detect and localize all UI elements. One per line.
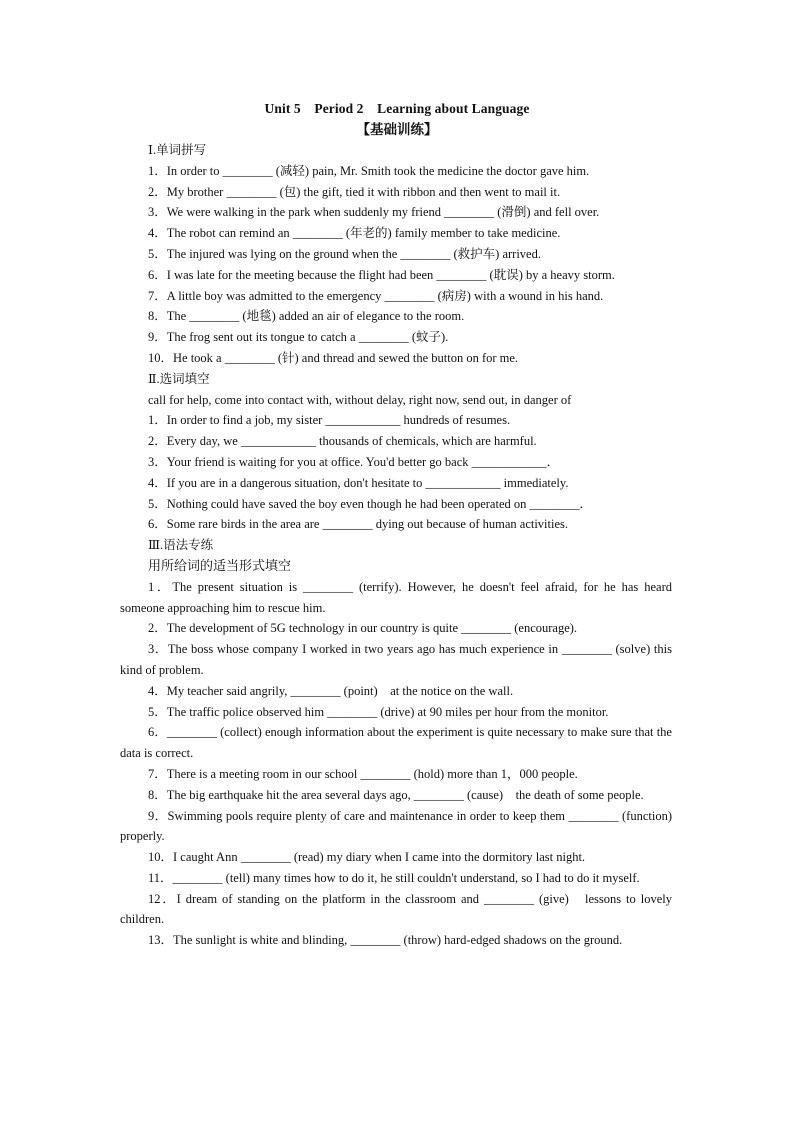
- worksheet-content: [120, 140, 672, 951]
- page-subtitle: 【基础训练】: [356, 122, 438, 137]
- section-3-item: 5．The traffic police observed him ________ (drive) at 90 miles per hour from the monitor.: [148, 704, 609, 719]
- section-1-item: 6．I was late for the meeting because the flight had been ________ (耽误) by a heavy storm.: [148, 267, 615, 282]
- section-3-item: 10．I caught Ann ________ (read) my diary when I came into the dormitory last night.: [148, 850, 586, 865]
- section-3-heading: Ⅲ.语法专练: [148, 538, 214, 553]
- section-2-heading: Ⅱ.选词填空: [148, 371, 210, 386]
- section-2-item: 1．In order to find a job, my sister ____________ hundreds of resumes.: [148, 413, 511, 428]
- section-1-item: 3．We were walking in the park when suddenly my friend ________ (滑倒) and fell over.: [148, 205, 600, 220]
- section-3-item: 11．________ (tell) many times how to do it, he still couldn't understand, so I had to do it myself.: [148, 870, 640, 885]
- section-3-item: 3．The boss whose company I worked in two years ago has much experience in ________ (solve) this kind of problem.: [120, 642, 672, 677]
- section-3-item: 13．The sunlight is white and blinding, ________ (throw) hard-edged shadows on the ground.: [148, 933, 623, 948]
- section-3-item: 8．The big earthquake hit the area several days ago, ________ (cause) the death of some people.: [148, 787, 644, 802]
- section-1-item: 5．The injured was lying on the ground when the ________ (救护车) arrived.: [148, 246, 541, 261]
- section-3-item: 2．The development of 5G technology in our country is quite ________ (encourage).: [148, 621, 578, 636]
- section-3-instruction: 用所给词的适当形式填空: [148, 557, 292, 573]
- section-1-item: 1．In order to ________ (减轻) pain, Mr. Smith took the medicine the doctor gave him.: [148, 163, 590, 178]
- section-3-item: 9．Swimming pools require plenty of care and maintenance in order to keep them ________ (function) properly.: [120, 808, 672, 844]
- section-2-item: 3．Your friend is waiting for you at office. You'd better go back ____________．: [148, 454, 560, 469]
- section-2-item: 4．If you are in a dangerous situation, don't hesitate to ____________ immediately.: [148, 475, 569, 490]
- section-3-item: 1．The present situation is ________ (terrify). However, he doesn't feel afraid, for he has heard someone approaching him to rescue him.: [120, 579, 672, 615]
- section-3-item: 7．There is a meeting room in our school ________ (hold) more than 1，000 people.: [148, 766, 578, 781]
- section-1-item: 10．He took a ________ (针) and thread and sewed the button on for me.: [148, 350, 519, 365]
- section-2-item: 6．Some rare birds in the area are ________ dying out because of human activities.: [148, 517, 569, 532]
- section-2-item: 5．Nothing could have saved the boy even though he had been operated on ________．: [148, 496, 592, 511]
- section-3-item: 4．My teacher said angrily, ________ (point) at the notice on the wall.: [148, 683, 514, 698]
- section-2-item: 2．Every day, we ____________ thousands of chemicals, which are harmful.: [148, 434, 537, 449]
- section-1-item: 8．The ________ (地毯) added an air of elegance to the room.: [148, 309, 465, 324]
- section-1-item: 2．My brother ________ (包) the gift, tied it with ribbon and then went to mail it.: [148, 184, 561, 199]
- section-3-item: 12．I dream of standing on the platform in the classroom and ________ (give) lessons to lovely children.: [120, 891, 672, 927]
- section-3-item: 6．________ (collect) enough information about the experiment is quite necessary to make sure that the data is correct.: [120, 725, 672, 761]
- section-1-item: 7．A little boy was admitted to the emergency ________ (病房) with a wound in his hand.: [148, 288, 604, 303]
- section-1-item: 9．The frog sent out its tongue to catch a ________ (蚊子).: [148, 330, 449, 345]
- section-1-heading: Ⅰ.单词拼写: [148, 143, 207, 157]
- section-1-item: 4．The robot can remind an ________ (年老的) family member to take medicine.: [148, 226, 561, 241]
- page-title: Unit 5 Period 2 Learning about Language: [264, 101, 530, 116]
- word-bank: call for help, come into contact with, without delay, right now, send out, in danger of: [148, 392, 572, 407]
